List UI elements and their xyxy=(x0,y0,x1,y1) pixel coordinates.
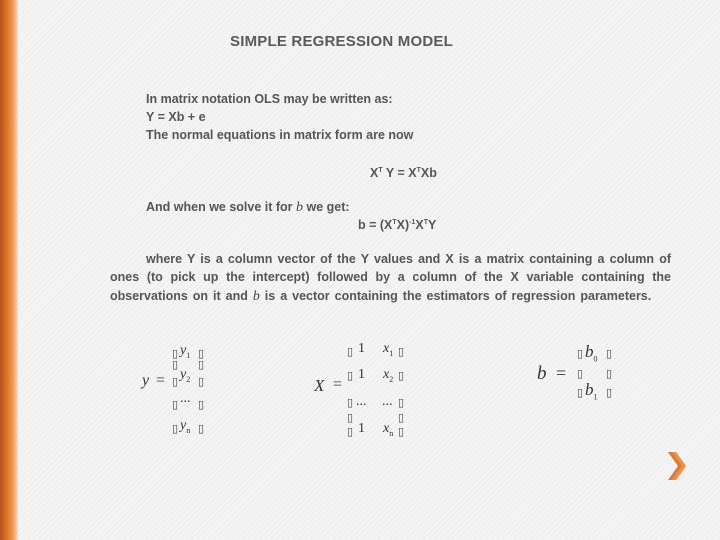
eq2-sup: T xyxy=(392,219,397,226)
equals-sign: = xyxy=(556,363,567,383)
chevron-right-icon[interactable] xyxy=(662,450,690,482)
normal-equation xyxy=(370,162,437,182)
eq2-part: X xyxy=(415,218,424,233)
eq2-sup: T xyxy=(423,219,429,226)
bracket-glyph: ▯ xyxy=(606,347,613,360)
y-lhs: y xyxy=(142,372,150,389)
bracket-glyph: ▯ xyxy=(172,375,179,388)
x-col1-entry: ... xyxy=(356,394,367,409)
bracket-glyph: ▯ xyxy=(606,367,613,380)
ols-solution-equation xyxy=(358,214,436,234)
bracket-glyph: ▯ xyxy=(577,367,584,380)
eq1-sup: T xyxy=(378,167,383,174)
bracket-glyph: ▯ xyxy=(398,425,405,438)
line4-pre: And when we solve it for xyxy=(146,200,297,214)
x-col1-entry: 1 xyxy=(358,341,365,356)
y-entry: $y_1$ xyxy=(180,343,191,360)
x-col2-entry: $x_1$ xyxy=(383,341,394,358)
bracket-glyph: ▯ xyxy=(398,345,405,358)
eq2-part: b = (X xyxy=(358,218,393,233)
b-lhs: b xyxy=(537,363,547,384)
paragraph-b: b xyxy=(252,288,260,304)
bracket-glyph: ▯ xyxy=(347,411,354,424)
bracket-glyph: ▯ xyxy=(398,396,405,409)
eq1-part: X xyxy=(370,166,379,181)
eq2-part: X) xyxy=(396,218,410,233)
bracket-glyph: ▯ xyxy=(172,398,179,411)
equals-sign: = xyxy=(156,372,166,389)
x-lhs: X xyxy=(314,376,325,395)
eq1-part: Xb xyxy=(420,166,437,181)
y-entry: $y_n$ xyxy=(180,418,191,435)
line4-b: b xyxy=(296,200,304,215)
b-entry: $b_1$ xyxy=(585,380,598,402)
bracket-glyph: ▯ xyxy=(198,422,205,435)
x-col2-entry: ... xyxy=(382,394,393,409)
bracket-glyph: ▯ xyxy=(198,358,205,371)
eq2-sup: -1 xyxy=(409,219,416,226)
bracket-glyph: ▯ xyxy=(172,358,179,371)
bracket-glyph: ▯ xyxy=(577,386,584,399)
text-line-4 xyxy=(146,198,350,217)
bracket-glyph: ▯ xyxy=(198,375,205,388)
page-title: SIMPLE REGRESSION MODEL xyxy=(230,33,453,50)
text-line-3: The normal equations in matrix form are now xyxy=(146,128,414,142)
text-line-1: In matrix notation OLS may be written as: xyxy=(146,92,393,106)
y-entry: ... xyxy=(180,391,191,406)
bracket-glyph: ▯ xyxy=(198,347,205,360)
paragraph-text: where Y is a column vector of the Y values and X is a matrix containing a column of ones (to pick up the intercept) followed by a column of the X variable containing the observations on it and xyxy=(110,252,671,303)
x-col1-entry: 1 xyxy=(358,421,365,436)
bracket-glyph: ▯ xyxy=(347,396,354,409)
bracket-glyph: ▯ xyxy=(347,425,354,438)
accent-bar xyxy=(0,0,18,540)
bracket-glyph: ▯ xyxy=(198,398,205,411)
x-col2-entry: $x_n$ xyxy=(383,421,394,438)
bracket-glyph: ▯ xyxy=(172,422,179,435)
x-col1-entry: 1 xyxy=(358,367,365,382)
eq2-part: Y xyxy=(428,218,437,233)
bracket-glyph: ▯ xyxy=(347,369,354,382)
paragraph-text: is a vector containing the estimators of regression parameters. xyxy=(259,288,652,303)
explanation-paragraph xyxy=(110,250,671,306)
eq1-sup: T xyxy=(416,167,421,174)
text-line-2: Y = Xb + e xyxy=(146,110,206,124)
eq1-part: Y = X xyxy=(382,166,417,181)
bracket-glyph: ▯ xyxy=(606,386,613,399)
equals-sign: = xyxy=(333,376,343,393)
line4-post: we get: xyxy=(303,200,350,214)
b-entry: $b_0$ xyxy=(585,342,598,364)
x-col2-entry: $x_2$ xyxy=(383,367,394,384)
bracket-glyph: ▯ xyxy=(577,347,584,360)
y-entry: $y_2$ xyxy=(180,367,191,384)
bracket-glyph: ▯ xyxy=(172,347,179,360)
bracket-glyph: ▯ xyxy=(398,369,405,382)
bracket-glyph: ▯ xyxy=(398,411,405,424)
bracket-glyph: ▯ xyxy=(347,345,354,358)
